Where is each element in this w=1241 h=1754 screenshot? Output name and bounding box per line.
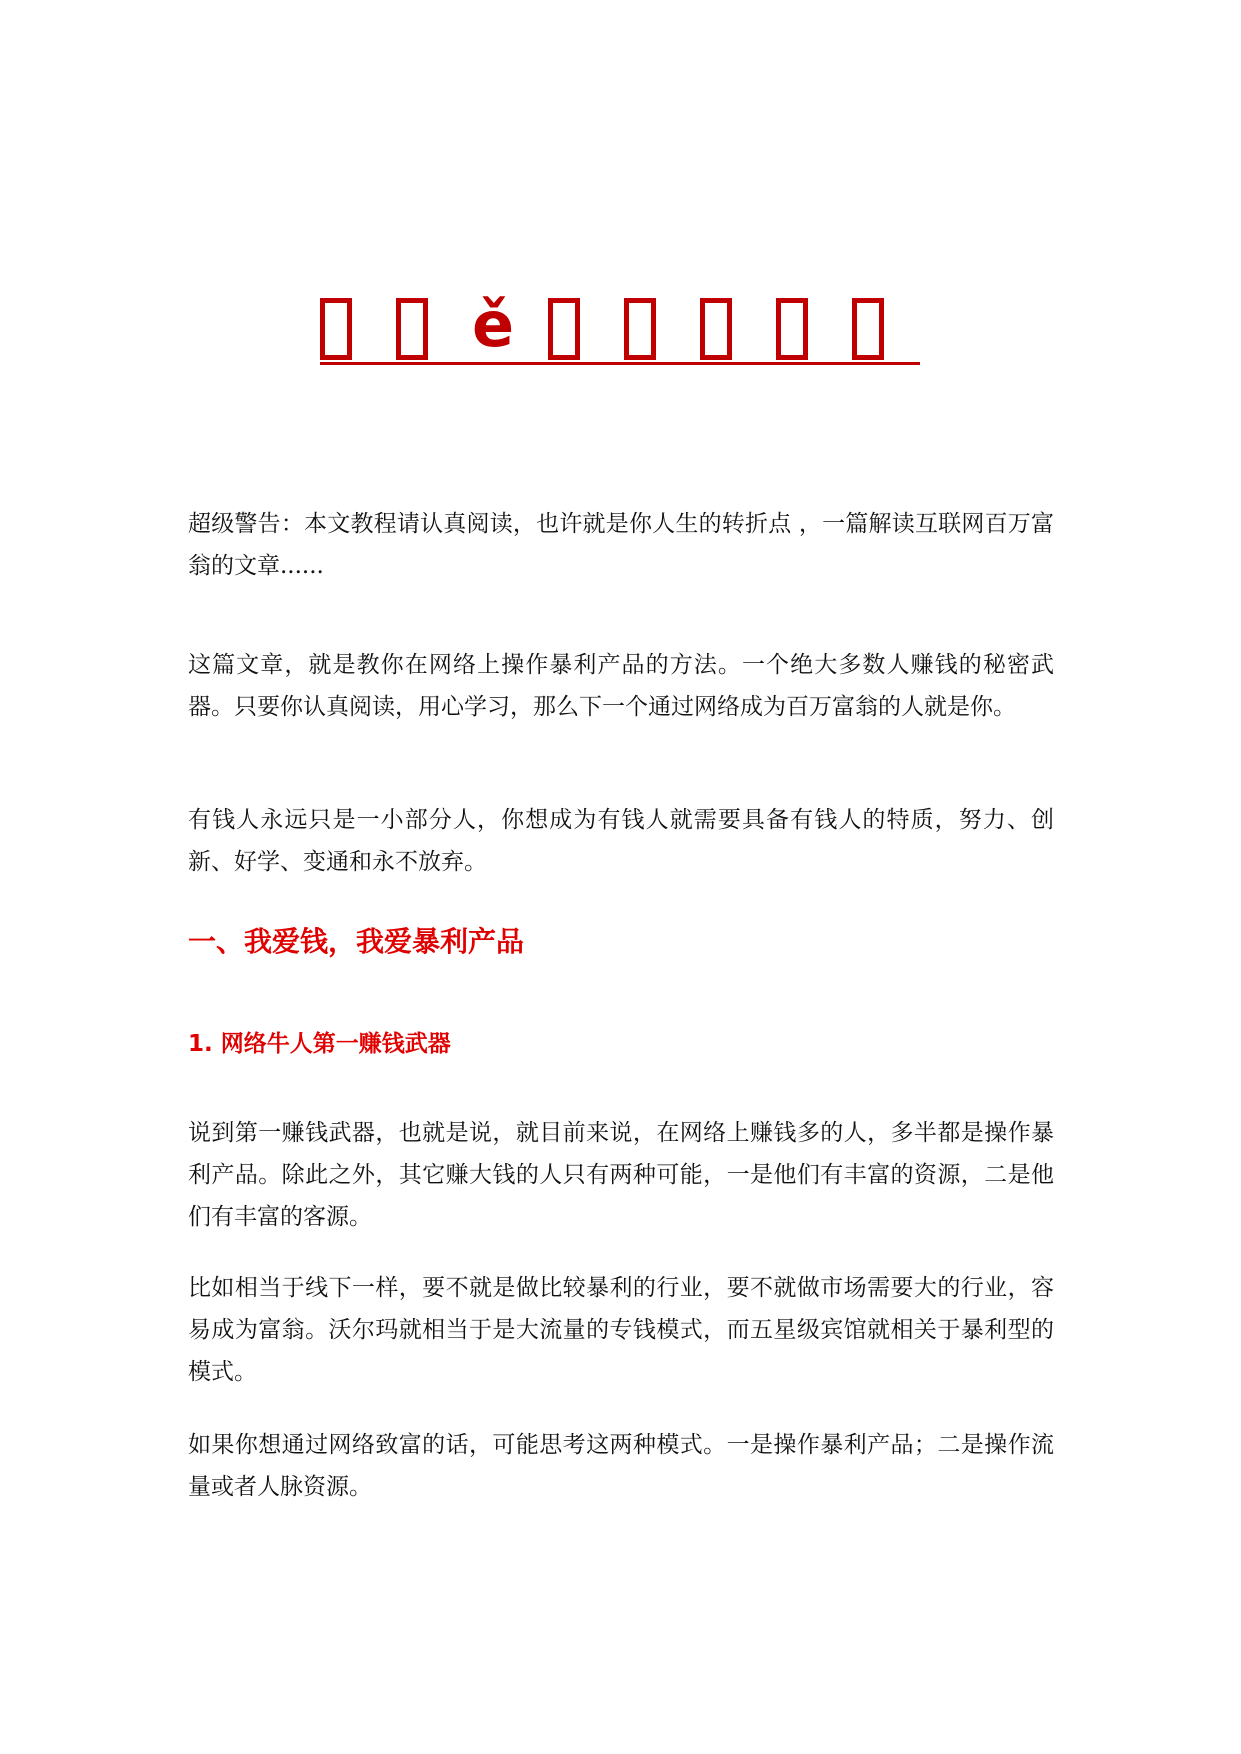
- section-paragraph-2: 比如相当于线下一样，要不就是做比较暴利的行业，要不就做市场需要大的行业，容易成为富翁。沃尔玛就相当于是大流量的专钱模式，而五星级宾馆就相关于暴利型的模式。: [188, 1275, 1054, 1385]
- intro-warning: 超级警告：本文教程请认真阅读，也许就是你人生的转折点 ，一篇解读互联网百万富翁的文章......: [188, 511, 1054, 579]
- missing-glyph-box: [548, 298, 580, 360]
- subsection-heading: [188, 1026, 451, 1062]
- document-title: [320, 290, 920, 365]
- intro-paragraph-1: 这篇文章，就是教你在网络上操作暴利产品的方法。一个绝大多数人赚钱的秘密武器。只要你认真阅读，用心学习，那么下一个通过网络成为百万富翁的人就是你。: [188, 652, 1054, 720]
- subsection-number: 1.: [188, 1031, 213, 1057]
- missing-glyph-box: [320, 298, 352, 360]
- missing-glyph-box: [700, 298, 732, 360]
- missing-glyph-box: [396, 298, 428, 360]
- title-char: ě: [472, 288, 515, 361]
- missing-glyph-box: [776, 298, 808, 360]
- section-heading: 一、我爱钱，我爱暴利产品: [188, 925, 525, 958]
- subsection-title: 网络牛人第一赚钱武器: [220, 1030, 451, 1057]
- missing-glyph-box: [624, 298, 656, 360]
- section-paragraph-1: 说到第一赚钱武器，也就是说，就目前来说，在网络上赚钱多的人，多半都是操作暴利产品。除此之外，其它赚大钱的人只有两种可能，一是他们有丰富的资源，二是他们有丰富的客源。: [188, 1120, 1054, 1230]
- intro-paragraph-2: 有钱人永远只是一小部分人，你想成为有钱人就需要具备有钱人的特质，努力、创新、好学、变通和永不放弃。: [188, 807, 1054, 875]
- missing-glyph-box: [852, 298, 884, 360]
- section-paragraph-3: 如果你想通过网络致富的话，可能思考这两种模式。一是操作暴利产品；二是操作流量或者人脉资源。: [188, 1432, 1054, 1500]
